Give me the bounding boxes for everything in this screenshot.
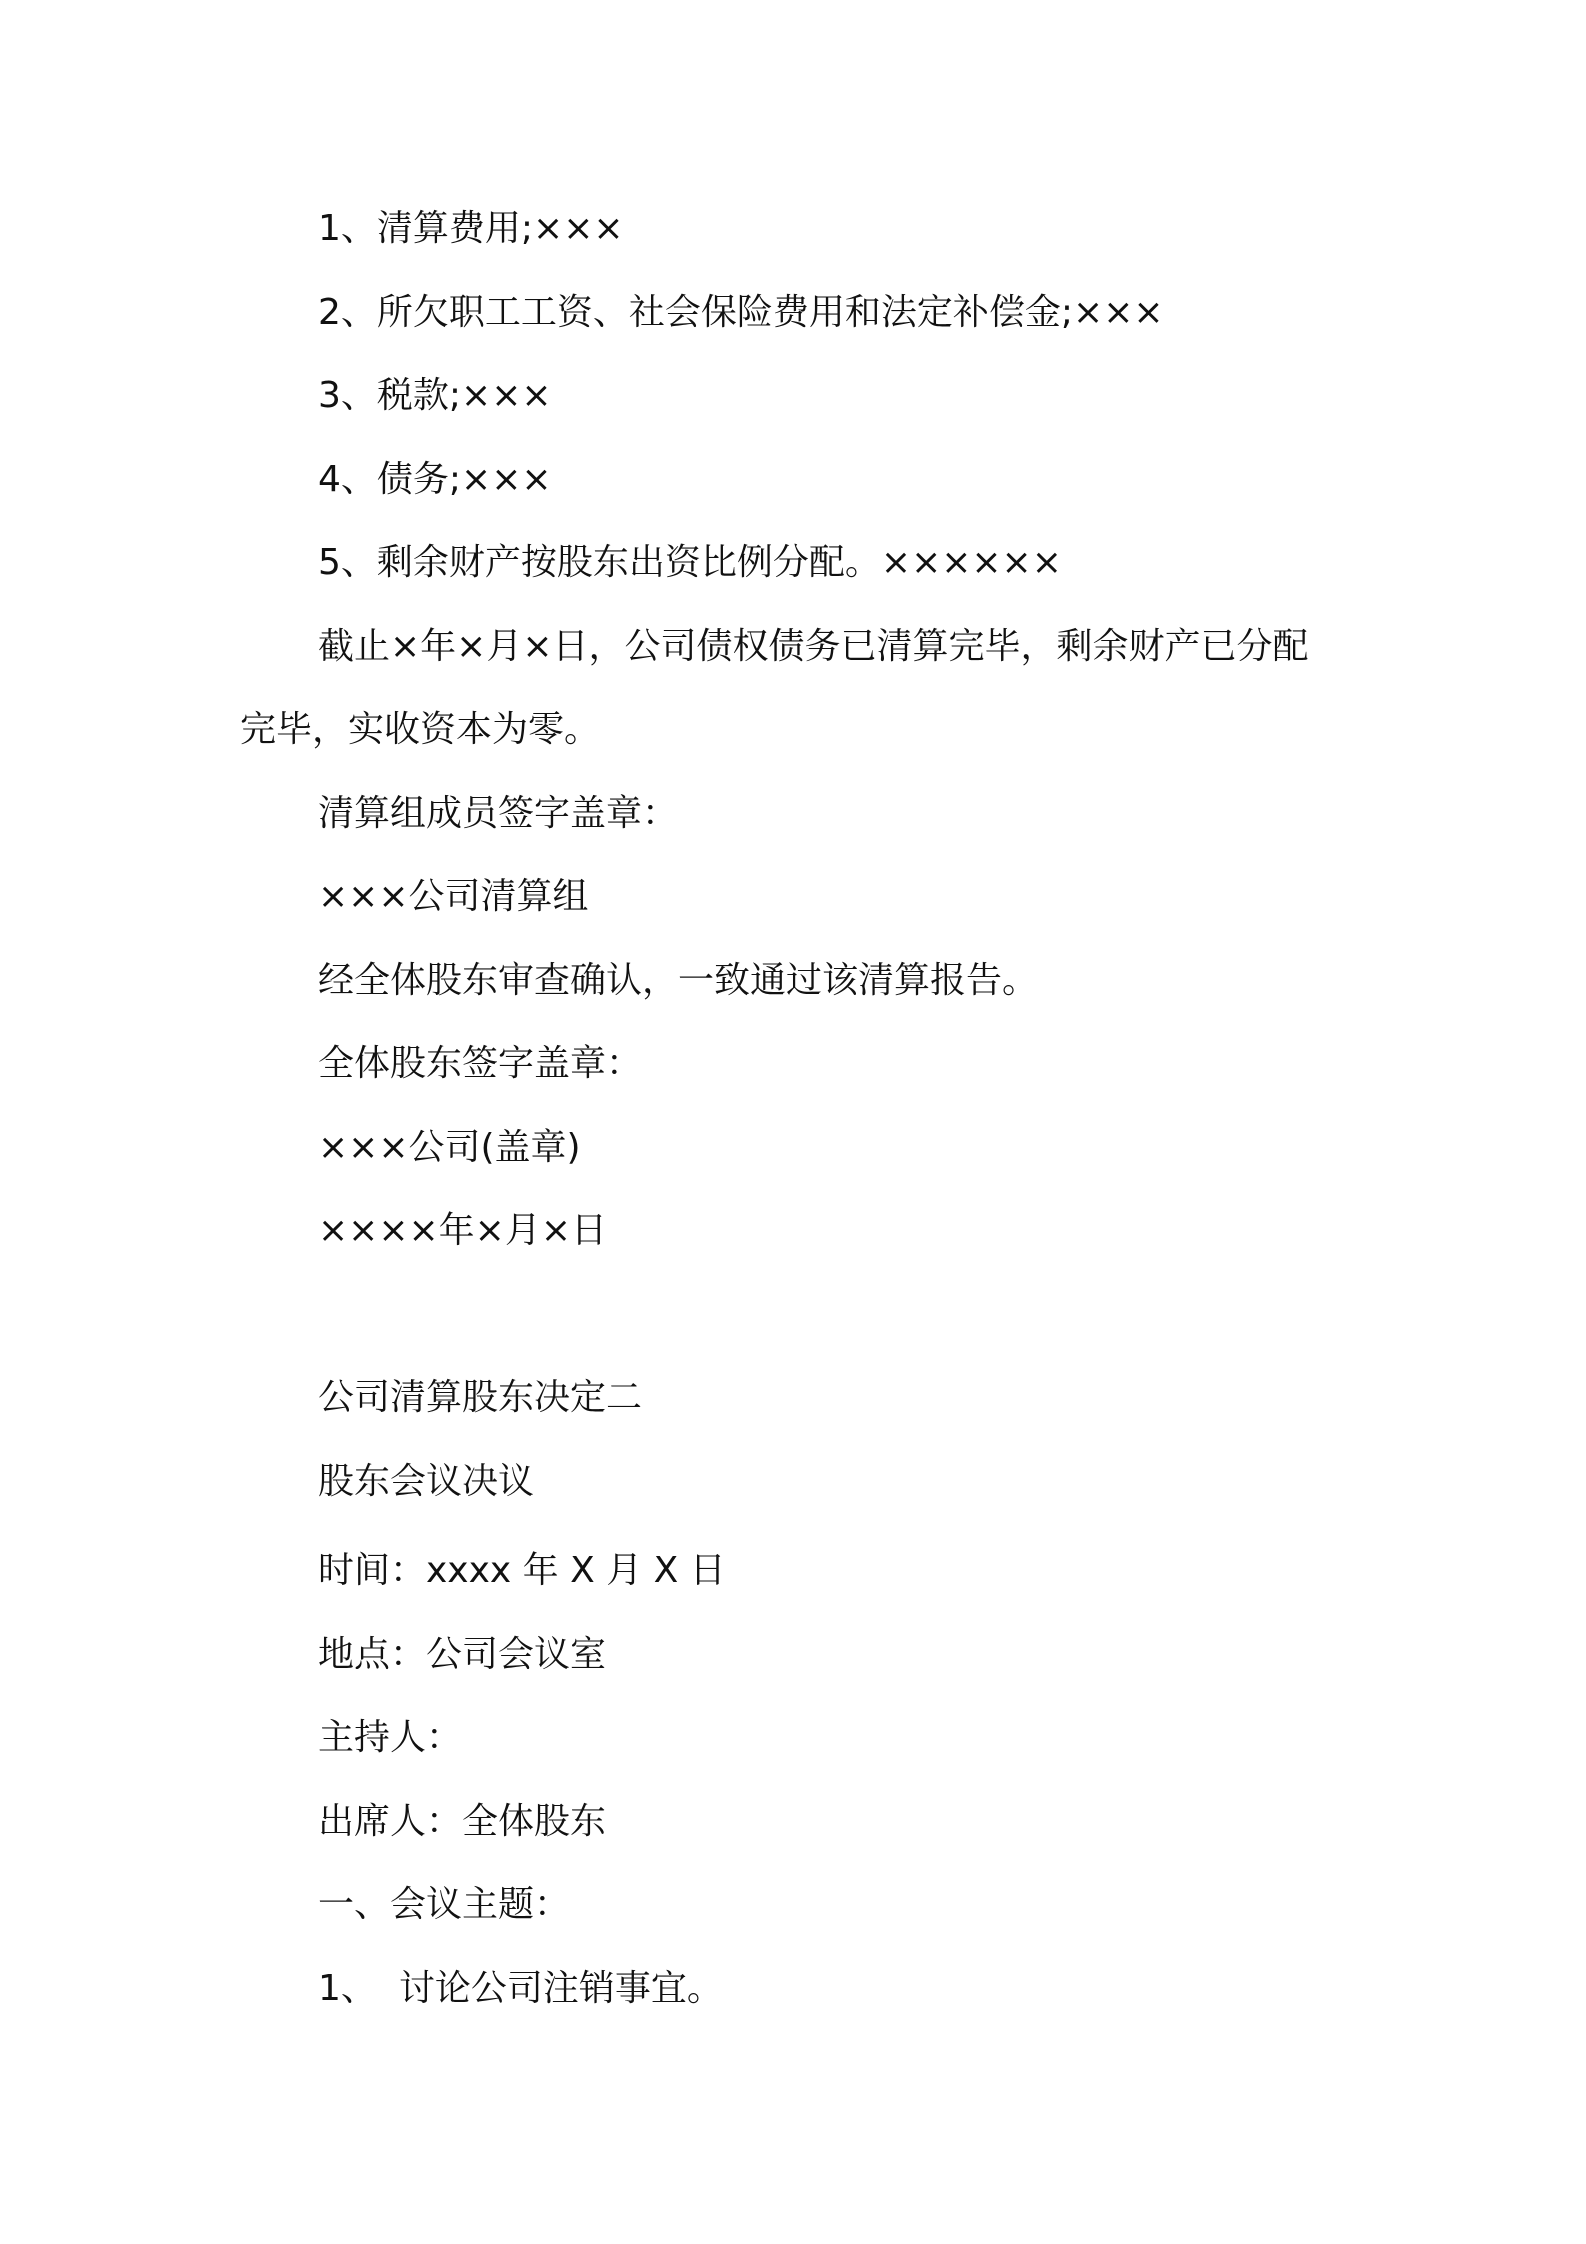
section-title: 公司清算股东决定二 bbox=[318, 1377, 643, 1418]
group-sign-label: 清算组成员签字盖章： bbox=[318, 793, 679, 834]
summary-paragraph-line-2: 完毕，实收资本为零。 bbox=[240, 709, 601, 750]
topic-item-text: 讨论公司注销事宜。 bbox=[398, 1968, 723, 2009]
topic-item bbox=[318, 1968, 723, 2009]
time-line: 时间：xxxx 年 X 月 X 日 bbox=[318, 1550, 726, 1591]
list-item: 3、税款;××× bbox=[318, 375, 552, 416]
topic-heading: 一、会议主题： bbox=[318, 1884, 571, 1925]
summary-paragraph-line-1: 截止×年×月×日，公司债权债务已清算完毕，剩余财产已分配 bbox=[318, 626, 1309, 667]
attendees-line: 出席人：全体股东 bbox=[318, 1801, 607, 1842]
list-item: 1、清算费用;××× bbox=[318, 208, 624, 249]
topic-item-number: 1、 bbox=[318, 1968, 377, 2009]
date-line: ××××年×月×日 bbox=[318, 1210, 607, 1251]
group-name: ×××公司清算组 bbox=[318, 876, 589, 917]
list-item: 2、所欠职工工资、社会保险费用和法定补偿金;××× bbox=[318, 292, 1164, 333]
place-line: 地点：公司会议室 bbox=[318, 1634, 607, 1675]
confirm-text: 经全体股东审查确认，一致通过该清算报告。 bbox=[318, 960, 1039, 1001]
list-item: 4、债务;××× bbox=[318, 459, 552, 500]
host-line: 主持人： bbox=[318, 1717, 463, 1758]
shareholders-sign-label: 全体股东签字盖章： bbox=[318, 1043, 643, 1084]
section-subtitle: 股东会议决议 bbox=[318, 1461, 535, 1502]
list-item: 5、剩余财产按股东出资比例分配。×××××× bbox=[318, 542, 1062, 583]
company-seal: ×××公司(盖章) bbox=[318, 1127, 581, 1168]
